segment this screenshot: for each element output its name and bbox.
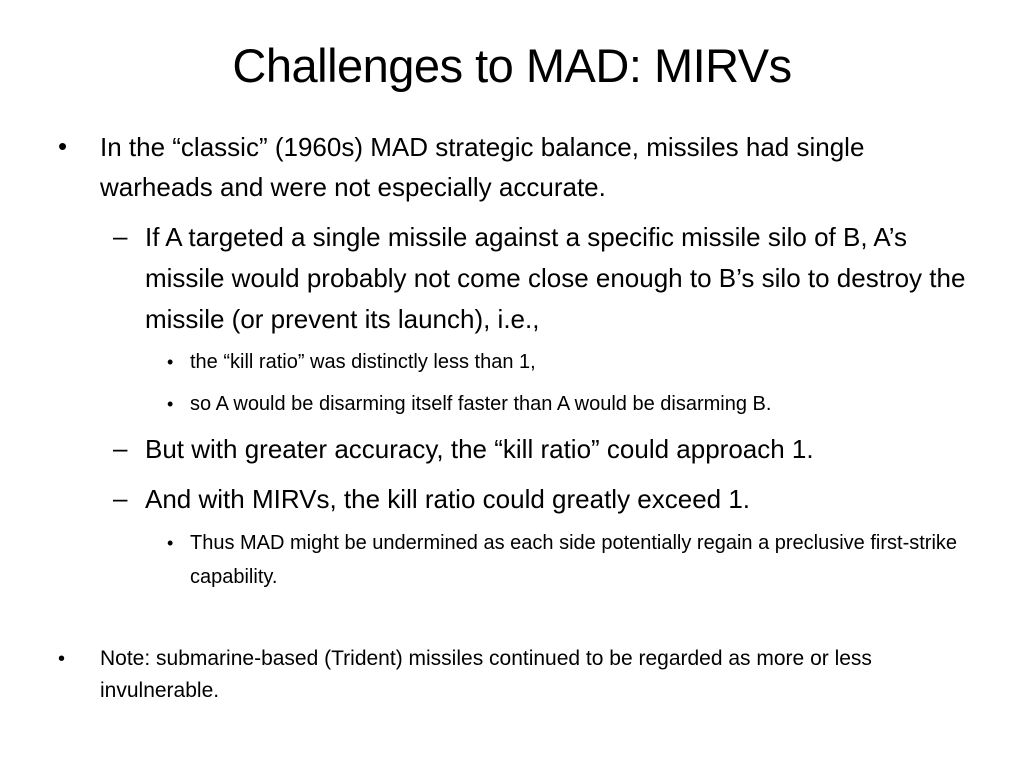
bullet-text: And with MIRVs, the kill ratio could greatly exceed 1. xyxy=(145,484,751,514)
bullet-text: In the “classic” (1960s) MAD strategic balance, missiles had single warheads and were not especially accurate. xyxy=(100,132,865,202)
bullet-text: If A targeted a single missile against a specific missile silo of B, A’s missile would probably not come close enough to B’s silo to destroy the missile (or prevent its launch), i.e., xyxy=(145,222,966,334)
bullet-text: But with greater accuracy, the “kill ratio” could approach 1. xyxy=(145,434,814,464)
slide-title: Challenges to MAD: MIRVs xyxy=(232,39,792,92)
bullet-marker: • xyxy=(167,352,174,372)
dash-marker: – xyxy=(113,433,128,463)
bullet-text: the “kill ratio” was distinctly less than 1, xyxy=(190,351,536,373)
bullet-marker: • xyxy=(58,648,66,670)
bullet-text: Thus MAD might be undermined as each side potentially regain a preclusive first-strike capability. xyxy=(190,532,958,588)
bullet-marker: • xyxy=(58,131,68,161)
bullet-marker: • xyxy=(167,394,174,414)
bullet-text: so A would be disarming itself faster than A would be disarming B. xyxy=(190,393,772,415)
bullet-text: Note: submarine-based (Trident) missiles continued to be regarded as more or less invulnerable. xyxy=(100,647,872,702)
bullet-marker: • xyxy=(167,533,174,553)
dash-marker: – xyxy=(113,221,128,251)
dash-marker: – xyxy=(113,483,128,513)
